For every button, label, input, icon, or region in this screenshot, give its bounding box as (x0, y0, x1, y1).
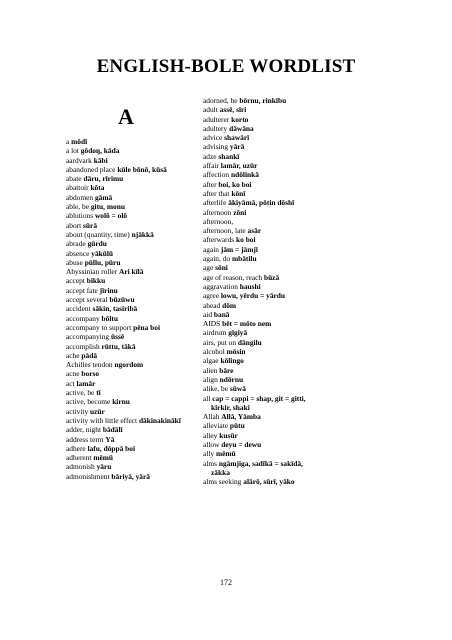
wordlist-entry (203, 208, 391, 217)
wordlist-entry (203, 217, 391, 226)
bole-translation: pūllu, pūru (84, 257, 121, 267)
english-headword: advising (203, 142, 229, 152)
wordlist-entry (203, 273, 391, 282)
wordlist-entry (203, 133, 391, 142)
wordlist-entry (203, 235, 391, 244)
english-headword: active, become (66, 397, 111, 407)
english-headword: about (quantity, time) (66, 229, 130, 239)
english-headword: able, be (66, 202, 89, 212)
bole-translation: kōlingo (220, 356, 244, 366)
bole-translation: dāru, rīrimu (83, 174, 124, 184)
wordlist-entry (203, 105, 391, 114)
wordlist-entry (66, 249, 190, 258)
english-headword: abrade (66, 239, 86, 249)
wordlist-entry (203, 347, 391, 356)
wordlist-entry (66, 258, 190, 267)
bole-translation: bēt = mōto nem (222, 319, 272, 329)
bole-translation: sākin, tasiribā (92, 304, 138, 314)
wordlist-entry (66, 323, 190, 332)
english-headword: afternoon, (203, 216, 234, 226)
english-headword: abattoir (66, 183, 89, 193)
wordlist-entry (203, 301, 391, 310)
english-headword: active, be (66, 388, 95, 398)
wordlist-entry (66, 379, 190, 388)
wordlist-entry (203, 459, 391, 468)
bole-translation: zākka (211, 467, 230, 477)
wordlist-entry (66, 202, 190, 211)
english-headword: align (203, 374, 218, 384)
wordlist-entry (66, 314, 190, 323)
bole-translation: uzūr (90, 406, 105, 416)
bole-translation: assē, sīri (219, 105, 247, 115)
bole-translation: ndōrnu (219, 374, 244, 384)
english-headword: alms seeking (203, 477, 242, 487)
english-headword: accompany to support (66, 322, 132, 332)
wordlist-entry (66, 286, 190, 295)
bole-translation: sūrā (83, 220, 98, 230)
english-headword: abdomen (66, 192, 94, 202)
english-headword: adherent (66, 453, 92, 463)
english-headword: alike, be (203, 384, 229, 394)
english-headword: ache (66, 350, 80, 360)
english-headword: adze (203, 151, 217, 161)
english-headword: accident (66, 304, 91, 314)
english-headword: alleviate (203, 421, 229, 431)
wordlist-entry (66, 435, 190, 444)
english-headword: adorned, be (203, 96, 238, 105)
bole-translation: dāwāna (229, 123, 254, 133)
bole-translation: kōnī (231, 188, 246, 198)
wordlist-entry (203, 254, 391, 263)
english-headword: aggravation (203, 281, 238, 291)
english-headword: abuse (66, 257, 83, 267)
english-headword: adultery (203, 123, 228, 133)
wordlist-entry (66, 397, 190, 406)
bole-translation: kirkir, shaki (211, 402, 250, 412)
wordlist-entry (203, 403, 391, 412)
wordlist-entry (66, 462, 190, 471)
english-headword: accomplish (66, 341, 100, 351)
english-headword: after (203, 179, 217, 189)
english-headword: advice (203, 133, 223, 143)
wordlist-entry (203, 189, 391, 198)
bole-translation: njākkā (131, 229, 154, 239)
wordlist-entry (66, 267, 190, 276)
wordlist-entry (203, 263, 391, 272)
bole-translation: cap = cappi = shap, git = gitti, (212, 393, 306, 403)
bole-translation: ko boi (236, 235, 256, 245)
bole-translation: kābi (93, 155, 108, 165)
wordlist-entry (66, 369, 190, 378)
bole-translation: mēmū (215, 449, 236, 459)
bole-translation: būzā (263, 272, 280, 282)
wordlist-entry (203, 198, 391, 207)
bole-translation: Yā (105, 434, 115, 444)
bole-translation: bōltu (101, 313, 118, 323)
english-headword: ahead (203, 300, 221, 310)
english-headword: agree (203, 291, 219, 301)
english-headword: afternoon, late (203, 226, 246, 236)
english-headword: address term (66, 434, 104, 444)
bole-translation: Ari kīlā (118, 267, 144, 277)
english-headword: abate (66, 174, 82, 184)
english-headword: abandoned place (66, 164, 116, 174)
bole-translation: sōni (215, 263, 228, 273)
wordlist-entry (66, 416, 190, 425)
wordlist-entry (203, 421, 391, 430)
bole-translation: yākūlū (91, 248, 114, 258)
bole-translation: banā (213, 309, 230, 319)
section-letter: A (118, 104, 134, 129)
left-column (66, 137, 190, 481)
wordlist-entry (66, 360, 190, 369)
wordlist-entry (66, 156, 190, 165)
bole-translation: lamār, uzūr (220, 161, 258, 171)
bole-translation: zōni (233, 207, 247, 217)
wordlist-entry (203, 449, 391, 458)
wordlist-entry (203, 356, 391, 365)
bole-translation: dākinakinākī (138, 415, 181, 425)
wordlist-entry (203, 310, 391, 319)
page-number: 172 (220, 578, 232, 587)
bole-translation: mbātilu (231, 254, 257, 264)
english-headword: admonishment (66, 471, 110, 481)
wordlist-entry (66, 304, 190, 313)
wordlist-entry (203, 375, 391, 384)
bole-translation: sūwā (229, 384, 246, 394)
bole-translation: bāriyā, yārā (111, 471, 150, 481)
bole-translation: lamār (76, 378, 96, 388)
wordlist-entry (66, 183, 190, 192)
english-headword: airs, put on (203, 337, 237, 347)
english-headword: adhere (66, 443, 86, 453)
wordlist-entry (66, 472, 190, 481)
bole-translation: shawārī (224, 133, 250, 143)
wordlist-entry (66, 425, 190, 434)
bole-translation: ūssē (110, 332, 125, 342)
wordlist-entry (203, 245, 391, 254)
english-headword: accompanying (66, 332, 110, 342)
english-headword: adulterer (203, 114, 230, 124)
english-headword: Abyssinian roller (66, 267, 118, 277)
wordlist-entry (66, 239, 190, 248)
bole-translation: kūle bōnō, kūsā (117, 164, 167, 174)
bole-translation: borso (81, 369, 100, 379)
bole-translation: yāru (96, 462, 112, 472)
english-headword: algae (203, 356, 219, 366)
wordlist-entry (66, 351, 190, 360)
bole-translation: gāmā (94, 192, 113, 202)
english-headword: age (203, 263, 214, 273)
english-headword: ally (203, 449, 215, 459)
bole-translation: kirnu (112, 397, 130, 407)
wordlist-entry (203, 291, 391, 300)
wordlist-entry (203, 431, 391, 440)
english-headword: alley (203, 430, 218, 440)
english-headword: afternoon (203, 207, 232, 217)
bole-translation: mōsin (226, 347, 246, 357)
page-title: ENGLISH-BOLE WORDLIST (96, 56, 356, 77)
english-headword: acne (66, 369, 80, 379)
bole-translation: tī (96, 388, 101, 398)
wordlist-entry (66, 332, 190, 341)
wordlist-entry (203, 96, 391, 105)
english-headword: Achilles tendon (66, 360, 113, 370)
english-headword: a lot (66, 146, 79, 156)
bole-translation: Allā, Yāmba (221, 412, 261, 422)
english-headword: airdrum (203, 328, 227, 338)
wordlist-entry (203, 477, 391, 486)
bole-translation: dōm (222, 300, 237, 310)
bole-translation: gūrdu (87, 239, 107, 249)
wordlist-entry (203, 394, 391, 403)
english-headword: afterwards (203, 235, 235, 245)
wordlist-entry (203, 170, 391, 179)
wordlist-entry (66, 137, 190, 146)
wordlist-entry (203, 328, 391, 337)
wordlist-entry (66, 276, 190, 285)
wordlist-entry (203, 180, 391, 189)
wordlist-entry (203, 366, 391, 375)
wordlist-entry (66, 342, 190, 351)
bole-translation: lowu, yērdu = yārdu (220, 291, 286, 301)
wordlist-entry (66, 295, 190, 304)
english-headword: accept fate (66, 285, 98, 295)
english-headword: again (203, 244, 220, 254)
wordlist-entry (203, 226, 391, 235)
english-headword: AIDS (203, 319, 221, 329)
wordlist-entry (203, 152, 391, 161)
wordlist-entry (66, 388, 190, 397)
wordlist-entry (66, 221, 190, 230)
english-headword: after that (203, 188, 230, 198)
english-headword: all (203, 393, 211, 403)
bole-translation: bādālī (102, 425, 123, 435)
bole-translation: yārā (229, 142, 245, 152)
english-headword: abort (66, 220, 82, 230)
bole-translation: būzūwu (109, 295, 135, 305)
bole-translation: haushi (239, 281, 261, 291)
bole-translation: gōdoŋ, kāda (80, 146, 120, 156)
wordlist-entry (203, 142, 391, 151)
bole-translation: bikku (86, 276, 106, 286)
english-headword: aid (203, 309, 213, 319)
wordlist-entry (203, 124, 391, 133)
english-headword: alms (203, 458, 217, 468)
bole-translation: bāre (219, 365, 234, 375)
bole-translation: alārō, sūrī, yāko (243, 477, 295, 487)
bole-translation: ākiyāmā, pōtin dōshī (228, 198, 295, 208)
english-headword: act (66, 378, 75, 388)
bole-translation: kusūr (219, 430, 238, 440)
english-headword: adult (203, 105, 218, 115)
bole-translation: jīrinu (99, 285, 118, 295)
bole-translation: deyu = dewu (221, 439, 262, 449)
bole-translation: jām = jāmjī (220, 244, 258, 254)
english-headword: accompany (66, 313, 100, 323)
bole-translation: pēna boi (133, 322, 161, 332)
english-headword: afterlife (203, 198, 227, 208)
bole-translation: pūtu (229, 421, 245, 431)
wordlist-entry (203, 412, 391, 421)
english-headword: admonish (66, 462, 95, 472)
english-headword: absence (66, 248, 90, 258)
bole-translation: korto (231, 114, 249, 124)
wordlist-entry (203, 161, 391, 170)
bole-translation: dāngilu (237, 337, 262, 347)
wordlist-entry (203, 468, 391, 477)
wordlist-entry (203, 282, 391, 291)
english-headword: affection (203, 170, 230, 180)
wordlist-entry (203, 338, 391, 347)
bole-translation: rūttu, tākā (101, 341, 136, 351)
english-headword: aardvark (66, 155, 92, 165)
english-headword: alien (203, 365, 218, 375)
wordlist-entry (66, 165, 190, 174)
english-headword: a (66, 137, 70, 146)
english-headword: activity with little effect (66, 415, 138, 425)
right-column (203, 96, 391, 486)
wordlist-entry (66, 444, 190, 453)
english-headword: accept several (66, 295, 108, 305)
english-headword: age of reason, reach (203, 272, 263, 282)
english-headword: activity (66, 406, 89, 416)
english-headword: Allah (203, 412, 220, 422)
english-headword: again, do (203, 254, 231, 264)
bole-translation: shankī (218, 151, 240, 161)
bole-translation: ndōlinkā (231, 170, 259, 180)
wordlist-entry (66, 230, 190, 239)
wordlist-entry (66, 453, 190, 462)
bole-translation: gīgiyā (228, 328, 248, 338)
wordlist-entry (66, 146, 190, 155)
wordlist-entry (66, 211, 190, 220)
english-headword: ablutions (66, 211, 94, 221)
wordlist-entry (203, 319, 391, 328)
bole-translation: kōta (90, 183, 105, 193)
bole-translation: wolō = olō (94, 211, 128, 221)
english-headword: accept (66, 276, 85, 286)
english-headword: adder, night (66, 425, 102, 435)
bole-translation: bōrnu, rinkību (239, 96, 287, 105)
wordlist-entry (66, 193, 190, 202)
bole-translation: mēmū (93, 453, 114, 463)
wordlist-entry (66, 174, 190, 183)
wordlist-entry (203, 440, 391, 449)
wordlist-entry (66, 407, 190, 416)
english-headword: alcohol (203, 347, 225, 357)
bole-translation: pādā (81, 350, 98, 360)
bole-translation: ngāmjiga, sadīkā = sakīdā, (218, 458, 303, 468)
bole-translation: ngordom (114, 360, 144, 370)
bole-translation: mōdī (71, 137, 88, 146)
bole-translation: asār (247, 226, 262, 236)
bole-translation: gitu, monu (90, 202, 125, 212)
english-headword: allow (203, 439, 220, 449)
bole-translation: boi, ko boi (218, 179, 252, 189)
wordlist-entry (203, 115, 391, 124)
bole-translation: lafu, dōppā boi (87, 443, 136, 453)
wordlist-entry (203, 384, 391, 393)
english-headword: affair (203, 161, 219, 171)
